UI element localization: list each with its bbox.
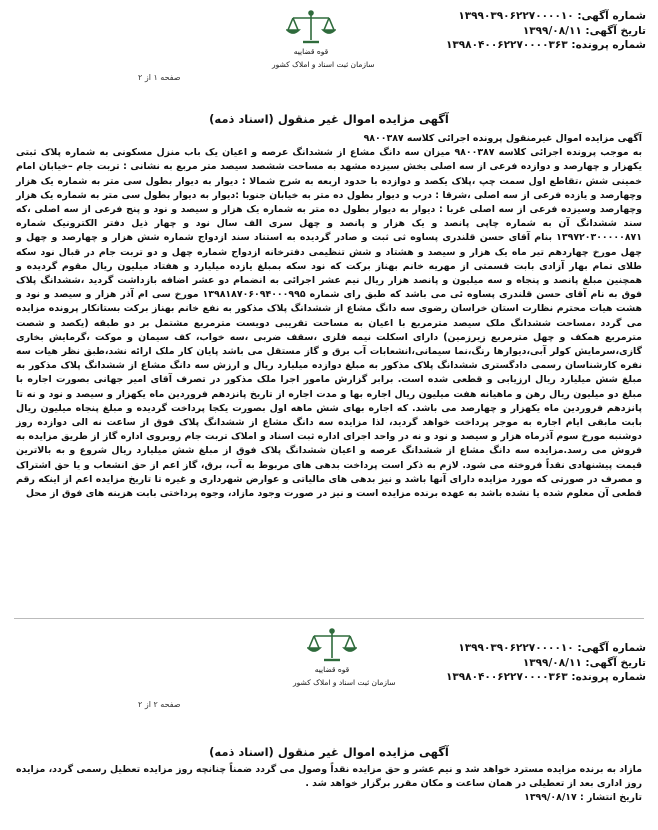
notice-paragraph: مازاد به برنده مزایده مسترد خواهد شد و نیم عشر و حق مزایده نقداً وصول می گردد ضمناً چنانچه روز مزایده تعطیل رسمی گردد، مزایده روز اداری بعد از تعطیلی در همان ساعت و مکان مقرر برگزار خواهد شد . — [16, 764, 642, 790]
emblem-caption: قوه قضاییه — [293, 47, 329, 56]
judiciary-emblem-page2 — [293, 628, 396, 687]
notice-date: تاریخ آگهی: ۱۳۹۹/۰۸/۱۱ — [522, 656, 646, 669]
notice-title: آگهی مزایده اموال غیر منقول (اسناد ذمه) — [209, 112, 449, 126]
case-number: شماره پرونده: ۱۳۹۸۰۴۰۰۶۲۲۷۰۰۰۰۳۶۳ — [445, 39, 646, 51]
notice-date: تاریخ آگهی: ۱۳۹۹/۰۸/۱۱ — [522, 24, 646, 37]
case-number: شماره پرونده: ۱۳۹۸۰۴۰۰۶۲۲۷۰۰۰۰۳۶۳ — [445, 671, 646, 683]
scales-of-justice-icon — [286, 10, 336, 46]
emblem-caption: قوه قضاییه — [314, 665, 350, 674]
publish-date: تاریخ انتشار : ۱۳۹۹/۰۸/۱۷ — [524, 792, 642, 804]
notice-number: شماره آگهی: ۱۳۹۹۰۳۹۰۶۲۲۷۰۰۰۰۱۰ — [458, 10, 646, 22]
notice-body-page1 — [16, 132, 642, 501]
judiciary-emblem-page1 — [272, 10, 375, 69]
notice-subtitle: آگهی مزایده اموال غیرمنقول پرونده اجرائی کلاسه ۹۸۰۰۳۸۷ — [363, 133, 642, 144]
notice-meta-page2 — [446, 641, 646, 685]
notice-title: آگهی مزایده اموال غیر منقول (اسناد ذمه) — [209, 745, 449, 759]
page-label: صفحه ۲ از ۲ — [138, 700, 181, 709]
page-label: صفحه ۱ از ۲ — [138, 73, 181, 82]
organization-name: سازمان ثبت اسناد و املاک کشور — [272, 60, 375, 69]
scales-of-justice-icon — [307, 628, 357, 664]
page-divider — [14, 618, 644, 619]
notice-number: شماره آگهی: ۱۳۹۹۰۳۹۰۶۲۲۷۰۰۰۰۱۰ — [458, 642, 646, 654]
notice-paragraph: به موجب پرونده اجرائی کلاسه ۹۸۰۰۳۸۷ میزان سه دانگ مشاع از ششدانگ عرصه و اعیان یک باب منزل مسکونی به شماره پلاک ثبتی یکهزار و چهارصد و دوازده فرعی از سه اصلی بخش سیزده مشهد به مساحت ششصد سیصد متر مربع به نشانی : تربت جام –خیابان امام خمینی شش ،تقاطع اول سمت چپ ،پلاک یکصد و دوازده با حدود اربعه به شرح شمالا : دیوار به دیوار بطول سی متر به شماره یک هزار وچهارصد و یازده فرعی از سه اصلی ،شرقا : درب و دیوار بطول ده متر به خیابان جنوبا :دیوار به دیوار بطول سی متر به شماره یک هزار وچهارصد وسیزده فرعی از سه اصلی غربا : دیوار به دیوار بطول ده متر به شماره یک هزار و سیصد و نود و پنج فرعی از سه اصلی ،که سند ششدانگ آن به شماره چاپی پانصد و یک هزار و پانصد و چهل سری الف سال نود و چهار ذیل دفتر الکترونیک شماره ۱۳۹۷۲۰۳۰۰۰۰۰۸۷۱ بنام آقای حسن قلندری پساوه ثی ثبت و صادر گردیده به استناد سند ازدواج شماره شش هزار و چهارصد و چهل و چهل مورخ چهاردهم تیر ماه یک هزار و سیصد و هشتاد و شش تنظیمی دفترخانه ازدواج شماره چهل و دو تربت جام در قبال نود سکه طلای تمام بهار آزادی بابت قسمتی از مهریه خانم بهناز برکت که نود سکه بمبلغ یازده میلیارد و هفتاد میلیون ریال مقوم گردیده و همچنین مبلغ پانصد و پنجاه و سه میلیون و پانصد هزار ریال نیم عشر اجرائی به انضمام دو عشر اضافه بازداشت گردید ،ششدانگ پلاک فوق به نام آقای حسن قلندری پساوه ئی می باشد که طبق رای شماره ۱۳۹۸۱۸۷۰۶۰۹۴۰۰۰۹۹۵ مورخ سی ام آذر هزار و سیصد و نود و هشت هیات محترم نظارت استان خراسان رضوی سه دانگ مشاع از ششدانگ پلاک مذکور به نفع خانم بهناز برکت بستانکار پرونده مزایده می گردد ،مساحت ششدانگ ملک سیصد مترمربع با اعیان به مساحت تقریبی دویست مترمربع مشتمل بر دو طبقه (یکصد و شصت مترمربع همکف و چهل مترمربع زیرزمین) دارای اسکلت نیمه فلزی ،سقف ضربی ،سه خواب، کف سیمان و موکت ،گرمایش بخاری گازی،سرمایش کولر آبی،دیوارها رنگ،نما سیمانی،انشعابات آب برق و گاز مستقل می باشد پایان کار ملک ارائه نشد،طبق نظر هیات سه نفره کارشناسان رسمی دادگستری ششدانگ پلاک مذکور به مبلغ دوازده میلیارد ریال و ارزش سه دانگ مشاع از ششدانگ پلاک مذکور به مبلغ شش میلیارد ریال ارزیابی و قطعی شده است. برابر گزارش مامور اجرا ملک مذکور در تصرف آقای امیر جهانی بصورت اجاره با مبلغ دو میلیون ریال رهن و ماهیانه هفت میلیون ریال اجاره بها و مدت اجاره از تاریخ پانزدهم فروردین ماه یکهزار و سیصد و نود و نه تا پانزدهم فروردین ماه یکهزار و چهارصد می باشد. که اجاره بهای شش ماهه اول بصورت یکجا پرداخت گردیده و مبلغ پنجاه میلیون ریال بابت مابقی ایام اجاره به موجر پرداخت خواهد گردید، لذا مزایده سه دانگ مشاع از ششدانگ پلاک فوق از ساعت نه الی دوازده روز دوشنبه مورخ سوم آذرماه هزار و سیصد و نود و نه در واحد اجرای اداره ثبت اسناد و املاک تربت جام روبروی اداره گاز از طریق مزایده به فروش می رسد.مزایده سه دانگ مشاع از ششدانگ عرصه و اعیان ششدانگ پلاک فوق از مبلغ شش میلیارد ریال شروع و به بالاترین قیمت پیشنهادی نقداً فروخته می شود. لازم به ذکر است پرداخت بدهی های مربوط به آب، برق، گاز اعم از حق انشعاب و یا حق اشتراک و مصرف در صورتی که مورد مزایده دارای آنها باشد و نیز بدهی های مالیاتی و عوارض شهرداری و غیره تا تاریخ مزایده اعم از اینکه رقم قطعی آن معلوم شده یا نشده باشد به عهده برنده مزایده است و نیز در صورت وجود مازاد، وجوه پرداختی بابت هزینه های فوق از محل — [16, 147, 642, 500]
organization-name: سازمان ثبت اسناد و املاک کشور — [293, 678, 396, 687]
notice-body-page2 — [16, 763, 642, 806]
notice-meta-page1 — [446, 9, 646, 53]
